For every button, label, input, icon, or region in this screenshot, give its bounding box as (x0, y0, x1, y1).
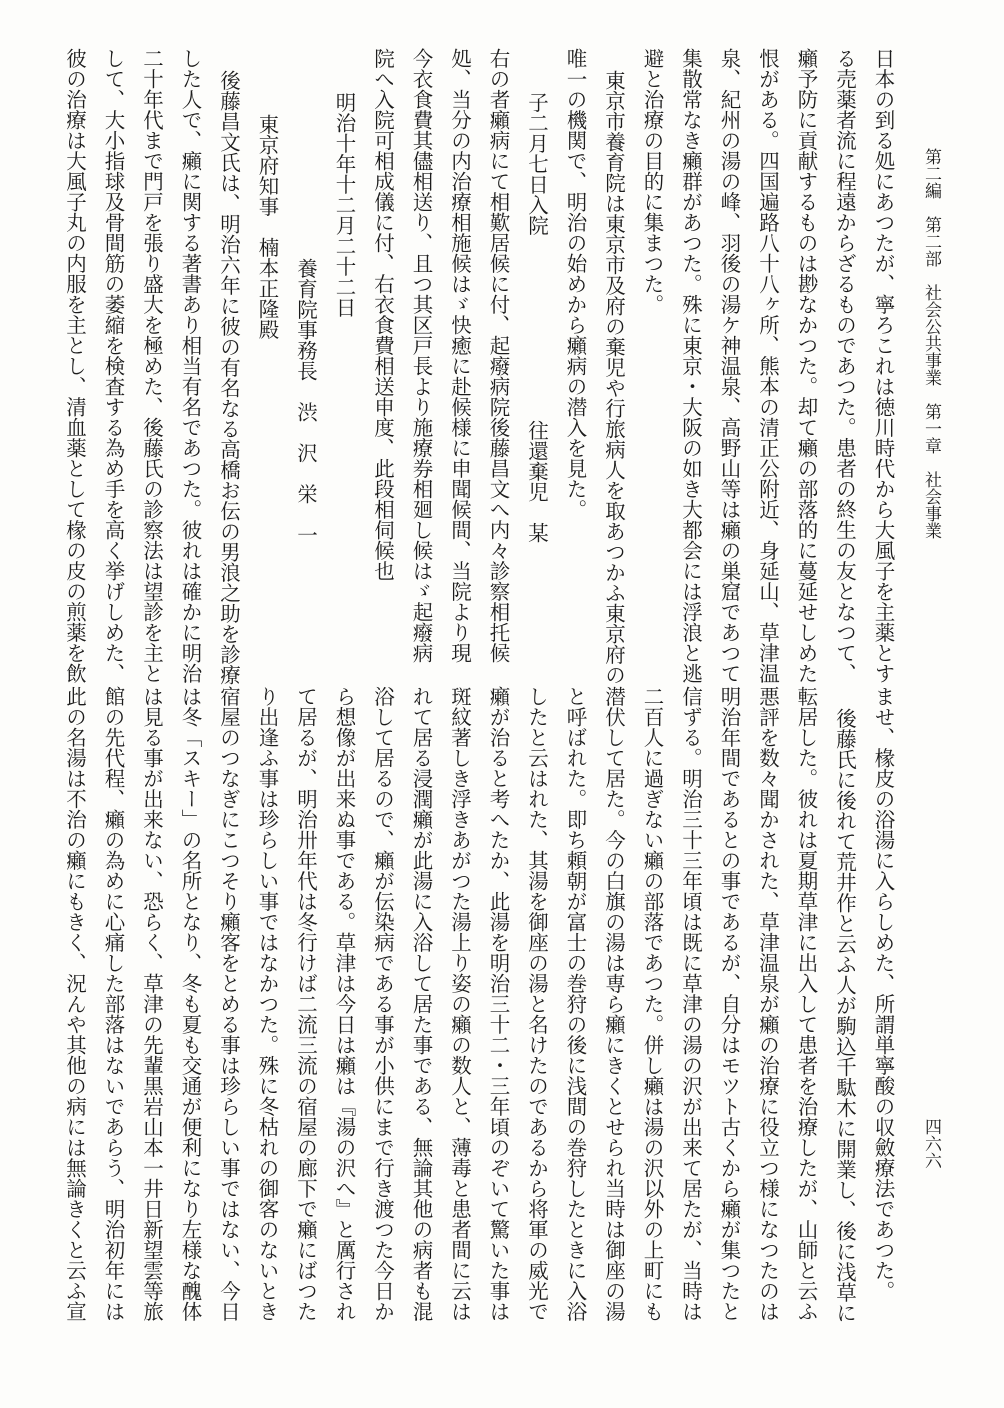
paragraph-start: 後藤氏に後れて荒井作と云ふ人が駒込千駄木に開業し、後に浅草に (832, 708, 857, 1323)
text-line: 恨がある。四国遍路八十八ヶ所、熊本の清正公附近、身延山、草津温 (755, 48, 780, 684)
text-line: は見る事が出来ない、恐らく、草津の先輩黒岩山本一井日新望雲等旅 (139, 686, 164, 1322)
quoted-text-line: 院へ入院可相成儀に付、右衣食費相送申度、此段相伺候也 (370, 48, 395, 581)
text-line: と呼ばれた。即ち頼朝が富士の巻狩の後に浅間の巻狩したときに入浴 (563, 686, 587, 1322)
text-line: れて居る浸潤癩が此湯に入浴して居た事である、無論其他の病者も混 (409, 686, 433, 1322)
document-date: 明治十年十二月二十二日 (332, 92, 356, 318)
lower-text-block (62, 686, 902, 1323)
text-line: る売薬者流に程遠からざるものであつた。患者の終生の友となつて、 (832, 48, 857, 684)
text-line: 明治年間であるとの事であるが、自分はモツト古くから癩が集つたと (717, 686, 741, 1322)
upper-text-block (62, 48, 902, 685)
text-line: 此の名湯は不治の癩にもきく、況んや其他の病には無論きくと云ふ宣 (62, 686, 87, 1322)
running-head: 第二編 第二部 社会公共事業 第一章 社会事業 (921, 148, 941, 539)
text-line: 二十年代まで門戸を張り盛大を極めた、後藤氏の診察法は望診を主と (139, 48, 164, 684)
text-line: 悪評を数々聞かされた、草津温泉が癩の治療に役立つ様になつたのは (755, 686, 780, 1322)
text-line: 宿屋のつなぎにこつそり癩客をとめる事は珍らしい事ではない、今日 (216, 686, 241, 1322)
text-line: ませ、椽皮の浴湯に入らしめた、所謂単寧酸の収斂療法であつた。 (871, 686, 895, 1301)
text-line: 転居した。彼れは夏期草津に出入して患者を治療したが、山師と云ふ (794, 686, 818, 1322)
text-line: は冬「スキー」の名所となり、冬も夏も交通が便利になり左様な醜体 (178, 686, 202, 1322)
text-line: した人で、癩に関する著書あり相当有名であつた。彼れは確かに明治 (178, 48, 202, 684)
text-line: 日本の到る処にあつたが、寧ろこれは徳川時代から大風子を主薬とす (871, 48, 895, 684)
text-line: 癩予防に貢献するものは尠なかつた。却て癩の部落的に蔓延せしめた (794, 48, 818, 684)
text-line: ら想像が出来ぬ事である。草津は今日は癩は『湯の沢へ』と厲行され (332, 686, 356, 1322)
quoted-text-line: 処、当分の内治療相施候はゞ快癒に赴候様に申聞候間、当院より現 (447, 48, 472, 663)
text-line: したと云はれた、其湯を御座の湯と名けたのであるから将軍の威光で (524, 686, 549, 1322)
text-line: して、大小指球及骨間筋の萎縮を検査する為め手を高く挙げしめた、 (101, 48, 125, 684)
paragraph-start: 後藤昌文氏は、明治六年に彼の有名なる高橋お伝の男浪之助を診療 (216, 70, 241, 685)
text-line: 二百人に過ぎない癩の部落であつた。併し癩は湯の沢以外の上町にも (640, 686, 664, 1322)
text-line: り出逢ふ事は珍らしい事ではなかつた。殊に冬枯れの御客のないとき (255, 686, 279, 1322)
quoted-text-line: 右の者癩病にて相歎居候に付、起癈病院後藤昌文へ内々診察相托候 (486, 48, 510, 663)
text-line: 彼の治療は大風子丸の内服を主とし、清血薬として椽の皮の煎薬を飲 (62, 48, 87, 684)
text-line: 信ずる。明治三十三年頃は既に草津の湯の沢が出来て居たが、当時は (678, 686, 703, 1322)
text-line: 館の先代程、癩の為めに心痛した部落はないであらう、明治初年には (101, 686, 125, 1322)
page-number: 四六六 (921, 1118, 941, 1169)
quoted-text-line: 今衣食費其儘相送り、且つ其区戸長より施療券相廻し候はゞ起癈病 (409, 48, 433, 663)
text-line: 癩が治ると考へたか、此湯を明治三十二・三年頃のぞいて驚いた事は (486, 686, 510, 1322)
document-signature: 養育院事務長 渋 沢 栄 一 (293, 258, 318, 545)
text-line: 潜伏して居た。今の白旗の湯は専ら癩にきくとせられ当時は御座の湯 (601, 686, 626, 1322)
text-line: 浴して居るので、癩が伝染病である事が小供にまで行き渡つた今日か (370, 686, 395, 1322)
document-addressee: 東京府知事 楠本正隆殿 (255, 114, 279, 340)
text-line: て居るが、明治卅年代は冬行けば二流三流の宿屋の廊下で癩にばつた (293, 686, 318, 1322)
text-line: 斑紋著しき浮きあがつた湯上り姿の癩の数人と、薄毒と患者間に云は (447, 686, 472, 1322)
text-line: 避と治療の目的に集まつた。 (640, 48, 664, 315)
document-entry-line: 子二月七日入院 往還棄児 某 (524, 92, 549, 543)
text-line: 唯一の機関で、明治の始めから癩病の潜入を見た。 (563, 48, 587, 520)
paragraph-start: 東京市養育院は東京市及府の棄児や行旅病人を取あつかふ東京府の (601, 70, 626, 685)
text-line: 泉、紀州の湯の峰、羽後の湯ケ神温泉、高野山等は癩の巣窟であつて (717, 48, 741, 684)
text-line: 集散常なき癩群があつた。殊に東京・大阪の如き大都会には浮浪と逃 (678, 48, 703, 684)
